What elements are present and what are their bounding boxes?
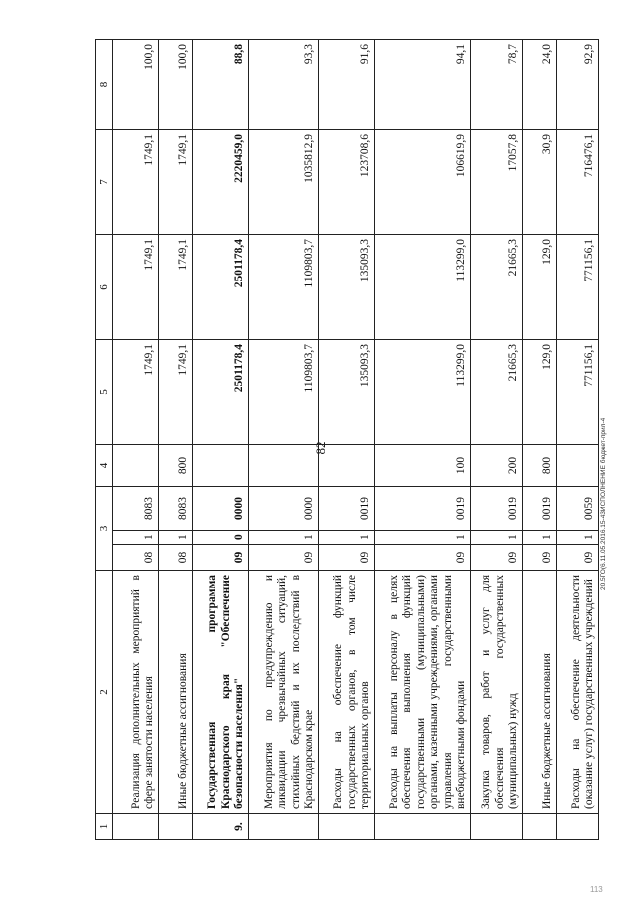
percent-value: 24,0 — [523, 39, 557, 129]
table-row — [159, 39, 193, 839]
refined-value: 771156,1 — [557, 234, 599, 339]
code-program: 1 — [113, 531, 159, 545]
row-description: Расходы на обеспечение функций государственных органов, в том числе территориальных органов — [319, 571, 375, 814]
row-description: Расходы на выплаты персоналу в целях обеспечения выполнения функций государственными (муниципальными) органами, казенными учреждениями, органами управления государственными внебюджетными фондами — [375, 571, 471, 814]
refined-value: 1749,1 — [159, 234, 193, 339]
percent-value: 88,8 — [193, 39, 249, 129]
code-section: 09 — [319, 545, 375, 571]
row-number — [471, 814, 523, 840]
plan-value: 1749,1 — [159, 339, 193, 444]
percent-value: 91,6 — [319, 39, 375, 129]
executed-value: 2220459,0 — [193, 129, 249, 234]
code-program: 1 — [375, 531, 471, 545]
code-item: 0000 — [249, 486, 319, 530]
code-program: 0 — [193, 531, 249, 545]
code-section: 08 — [159, 545, 193, 571]
row-description: Реализация дополнительных мероприятий в сфере занятости населения — [113, 571, 159, 814]
row-number: 9. — [193, 814, 249, 840]
expense-type-code — [193, 444, 249, 486]
row-number — [557, 814, 599, 840]
plan-value: 129,0 — [523, 339, 557, 444]
row-description: Государственная программа Краснодарского края "Обеспечение безопасности населения" — [193, 571, 249, 814]
code-section: 09 — [193, 545, 249, 571]
rotated-table-container — [95, 40, 596, 840]
column-header: 3 — [96, 486, 113, 570]
row-description: Иные бюджетные ассигнования — [523, 571, 557, 814]
column-header: 6 — [96, 234, 113, 339]
code-section: 09 — [375, 545, 471, 571]
plan-value: 2501178,4 — [193, 339, 249, 444]
code-item: 0019 — [523, 486, 557, 530]
percent-value: 92,9 — [557, 39, 599, 129]
expense-type-code: 100 — [375, 444, 471, 486]
table-row — [249, 39, 319, 839]
expense-type-code — [319, 444, 375, 486]
executed-value: 1749,1 — [113, 129, 159, 234]
refined-value: 21665,3 — [471, 234, 523, 339]
column-header: 8 — [96, 39, 113, 129]
code-program: 1 — [159, 531, 193, 545]
code-item: 0019 — [319, 486, 375, 530]
executed-value: 1035812,9 — [249, 129, 319, 234]
executed-value: 1749,1 — [159, 129, 193, 234]
table-row — [113, 39, 159, 839]
expense-type-code — [113, 444, 159, 486]
refined-value: 1749,1 — [113, 234, 159, 339]
plan-value: 21665,3 — [471, 339, 523, 444]
executed-value: 716476,1 — [557, 129, 599, 234]
code-item: 8083 — [113, 486, 159, 530]
code-section: 08 — [113, 545, 159, 571]
expense-type-code: 800 — [159, 444, 193, 486]
plan-value: 1109803,7 — [249, 339, 319, 444]
expense-type-code: 200 — [471, 444, 523, 486]
code-section: 09 — [523, 545, 557, 571]
column-header: 5 — [96, 339, 113, 444]
table-row — [523, 39, 557, 839]
column-header: 4 — [96, 444, 113, 486]
code-item: 8083 — [159, 486, 193, 530]
plan-value: 771156,1 — [557, 339, 599, 444]
code-item: 0059 — [557, 486, 599, 530]
page-corner-mark: 113 — [590, 885, 603, 894]
table-row — [193, 39, 249, 839]
executed-value: 123708,6 — [319, 129, 375, 234]
code-item: 0019 — [375, 486, 471, 530]
plan-value: 135093,3 — [319, 339, 375, 444]
code-section: 09 — [471, 545, 523, 571]
code-program: 1 — [319, 531, 375, 545]
expense-type-code — [557, 444, 599, 486]
row-number — [159, 814, 193, 840]
expense-type-code: 800 — [523, 444, 557, 486]
code-item: 0000 — [193, 486, 249, 530]
column-header: 2 — [96, 571, 113, 814]
executed-value: 30,9 — [523, 129, 557, 234]
refined-value: 113299,0 — [375, 234, 471, 339]
column-header: 1 — [96, 814, 113, 840]
code-section: 09 — [557, 545, 599, 571]
percent-value: 100,0 — [159, 39, 193, 129]
column-header: 7 — [96, 129, 113, 234]
plan-value: 1749,1 — [113, 339, 159, 444]
row-number — [249, 814, 319, 840]
budget-table — [95, 39, 599, 840]
code-program: 1 — [471, 531, 523, 545]
code-program: 1 — [557, 531, 599, 545]
code-section: 09 — [249, 545, 319, 571]
percent-value: 100,0 — [113, 39, 159, 129]
row-description: Иные бюджетные ассигнования — [159, 571, 193, 814]
table-row — [319, 39, 375, 839]
row-number — [375, 814, 471, 840]
row-description: Закупка товаров, работ и услуг для обеспечения государственных (муниципальных) нужд — [471, 571, 523, 814]
row-number — [113, 814, 159, 840]
refined-value: 1109803,7 — [249, 234, 319, 339]
percent-value: 93,3 — [249, 39, 319, 129]
table-row — [375, 39, 471, 839]
percent-value: 94,1 — [375, 39, 471, 129]
row-description: Мероприятия по предупреждению и ликвидации чрезвычайных ситуаций, стихийных бедствий и их последствий в Краснодарском крае — [249, 571, 319, 814]
executed-value: 106619,9 — [375, 129, 471, 234]
document-footer: 20.5ГО(6.11.05.2016.15-43ИСПОЛНЕНИЕ бюджет-прил-4 — [600, 417, 607, 590]
refined-value: 2501178,4 — [193, 234, 249, 339]
table-row — [471, 39, 523, 839]
code-item: 0019 — [471, 486, 523, 530]
plan-value: 113299,0 — [375, 339, 471, 444]
code-program: 1 — [249, 531, 319, 545]
refined-value: 129,0 — [523, 234, 557, 339]
row-number — [523, 814, 557, 840]
expense-type-code — [249, 444, 319, 486]
table-row — [557, 39, 599, 839]
row-number — [319, 814, 375, 840]
executed-value: 17057,8 — [471, 129, 523, 234]
column-number-row — [96, 39, 113, 839]
page-number: 82 — [313, 441, 328, 455]
refined-value: 135093,3 — [319, 234, 375, 339]
code-program: 1 — [523, 531, 557, 545]
row-description: Расходы на обеспечение деятельности (оказание услуг) государственных учреждений — [557, 571, 599, 814]
percent-value: 78,7 — [471, 39, 523, 129]
